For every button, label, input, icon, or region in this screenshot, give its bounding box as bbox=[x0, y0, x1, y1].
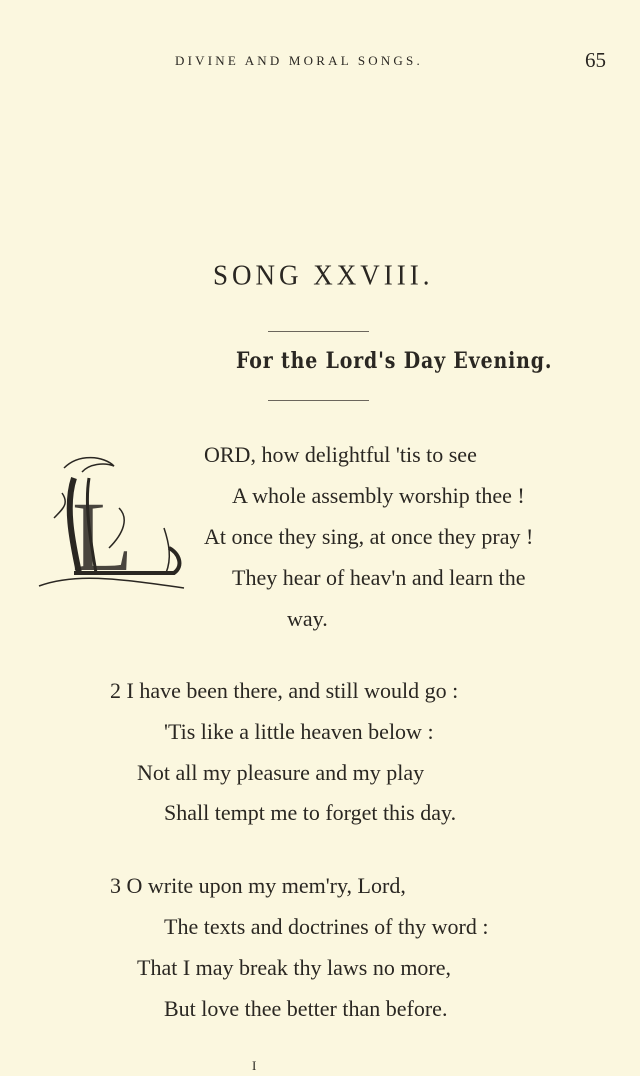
page-number: 65 bbox=[585, 48, 606, 72]
divider-top bbox=[268, 331, 369, 332]
verse-line: way. bbox=[287, 606, 328, 631]
verse-line: At once they sing, at once they pray ! bbox=[204, 524, 534, 549]
divider-bottom bbox=[268, 400, 369, 401]
verse-line: But love thee better than before. bbox=[164, 996, 448, 1021]
song-title: SONG XXVIII. bbox=[213, 259, 434, 291]
verse-line: 3 O write upon my mem'ry, Lord, bbox=[110, 873, 406, 898]
verse-line: ORD, how delightful 'tis to see bbox=[204, 442, 477, 467]
verse-line: 2 I have been there, and still would go : bbox=[110, 678, 459, 703]
drop-cap-letter: L bbox=[72, 481, 134, 592]
running-title: DIVINE AND MORAL SONGS. bbox=[175, 53, 423, 68]
verse-line: A whole assembly worship thee ! bbox=[232, 483, 525, 508]
verse-line: 'Tis like a little heaven below : bbox=[164, 719, 434, 744]
verse-line: Not all my pleasure and my play bbox=[137, 760, 425, 785]
verse-line: That I may break thy laws no more, bbox=[137, 955, 452, 980]
verse-line: The texts and doctrines of thy word : bbox=[164, 914, 489, 939]
signature-mark: I bbox=[252, 1058, 257, 1073]
verse-line: Shall tempt me to forget this day. bbox=[164, 800, 457, 825]
song-subtitle: For the Lord's Day Evening. bbox=[236, 348, 553, 374]
ornamental-drop-cap bbox=[34, 448, 194, 598]
drop-cap-ornament-icon bbox=[34, 448, 194, 598]
verse-line: They hear of heav'n and learn the bbox=[232, 565, 526, 590]
